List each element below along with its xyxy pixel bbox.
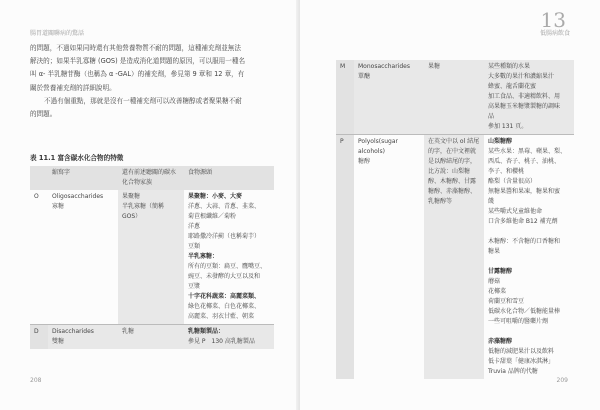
row-code: D xyxy=(30,325,48,350)
row-family: 果聚糖 半乳寡糖（簡稱 GOS） xyxy=(118,190,184,325)
food-source-line: 菊苣根纖維／菊粉 xyxy=(188,213,237,220)
table-title: 表 11.1 富含碳水化合物的特徵 xyxy=(30,154,124,162)
table-row-d xyxy=(30,325,274,350)
row-sources xyxy=(484,135,574,380)
header-sources: 食物源頭 xyxy=(184,166,274,190)
row-name-en: Disaccharides xyxy=(52,328,94,335)
table-header-row xyxy=(30,166,274,190)
food-source-line: 某些水果：黑莓、蘋果、梨、 xyxy=(488,148,567,155)
food-source-line: 荷蘭豆和雪豆 xyxy=(488,298,525,305)
food-source-line: 豌豆、未發酵的大豆以及和 xyxy=(188,273,261,280)
food-source-line xyxy=(488,257,570,267)
paragraph-line: 不過有個重點，那就是沒有一種補充劑可以改善糖醇或者聚果糖不耐 xyxy=(44,96,242,105)
paragraph-line: 叫 α- 半乳糖苷酶（也稱為 α -GAL）的補充劑，參見第 9 章和 12 章，有 xyxy=(30,70,245,79)
row-family: 乳糖 xyxy=(118,325,184,350)
food-source-line: 洋蔥、大蒜、青蔥、韭菜、 xyxy=(188,203,261,210)
row-code: O xyxy=(30,190,48,325)
row-name-zh: 單醣 xyxy=(358,73,371,80)
table-row-m xyxy=(336,60,574,135)
page-number-left: 208 xyxy=(30,377,42,384)
row-name xyxy=(354,135,424,380)
fodmap-table-right xyxy=(336,60,574,379)
food-source-line: 低碳水化合物／低糖能量棒 xyxy=(488,308,561,315)
food-source-line: 果聚糖：小麥、大麥 xyxy=(188,193,243,200)
food-source-line: 一些可咀嚼的醫藥片劑 xyxy=(488,318,549,325)
food-source-line: 甘露糖醇 xyxy=(488,268,513,275)
chapter-number: 13 xyxy=(540,8,566,32)
food-source-line: 酪梨（含量很高） xyxy=(488,178,537,185)
food-source-line xyxy=(488,327,570,337)
food-source-line: 綠色花椰菜、白色花椰菜、 xyxy=(188,303,261,310)
food-source-line: 半乳寡糖： xyxy=(188,253,219,260)
food-source-line: 加工食品、非適精飲料、用 xyxy=(488,93,561,100)
food-source-line: 參見 P 130 高乳糖製品 xyxy=(188,338,255,345)
food-source-line: 花椰菜 xyxy=(488,288,507,295)
table-row-p xyxy=(336,135,574,380)
food-source-line: 大多數的果汁和濃縮果汁 xyxy=(488,73,555,80)
food-source-line: Truvia 品牌的代糖 xyxy=(488,368,538,375)
row-name-en: Monosaccharides xyxy=(358,63,410,70)
food-source-line: 西瓜、杏子、桃子、油桃、 xyxy=(488,158,561,165)
food-source-line: 低卡甜葉「健康冰淇淋」 xyxy=(488,358,555,365)
food-source-line: 豆漿 xyxy=(188,283,201,290)
food-source-line: 高麗菜、羽衣甘藍、朝菜 xyxy=(188,313,255,320)
food-source-line: 十字花科蔬菜：高麗菜類、 xyxy=(188,293,261,300)
food-source-line: 赤藻糖醇 xyxy=(488,338,513,345)
food-source-line: 口含多維他命 B12 補充劑 xyxy=(488,218,558,225)
food-source-line: 耶路撒冷洋薊（也稱菊芋） xyxy=(188,233,261,240)
body-text xyxy=(30,42,268,121)
table-row-o xyxy=(30,190,274,325)
header-family: 還有前述聽關的碳水化合物家族 xyxy=(118,166,184,190)
page-number-right: 209 xyxy=(556,377,568,384)
food-source-line: 糖果 xyxy=(488,248,501,255)
paragraph-line: 解決的；如果半乳寡糖 (GOS) 是造成消化道問題的原因，可以服用一種名 xyxy=(30,57,246,66)
food-source-line: 無糖果醬和果凍，糖果和蜜 xyxy=(488,188,561,195)
food-source-line: 蜂蜜、龍舌蘭花蜜 xyxy=(488,83,537,90)
paragraph-line: 的問題，不過如果同時還有其他營養物質不耐的問題，這種補充劑並無法 xyxy=(30,44,241,52)
food-source-line: 洋蔥 xyxy=(188,223,201,230)
header-abbr: 縮寫字 xyxy=(48,166,118,190)
food-source-line: 餞 xyxy=(488,198,495,205)
row-sources xyxy=(184,325,274,350)
food-source-line: 所有的豆類：扁豆、鷹嘴豆、 xyxy=(188,263,267,270)
paragraph-line: 關於營養補充劑的詳細說明。 xyxy=(30,83,116,92)
running-head-left: 腸胃道關聯病的驚話 xyxy=(30,30,85,37)
paragraph-line: 的問題。 xyxy=(30,110,57,119)
food-source-line: 豆類 xyxy=(188,243,201,250)
row-name-zh: 寡糖 xyxy=(52,203,65,210)
row-sources xyxy=(484,60,574,135)
row-name xyxy=(48,325,118,350)
row-name xyxy=(48,190,118,325)
row-name-zh: 雙糖 xyxy=(52,338,65,345)
food-source-line: 低糖的減肥果汁以及飲料 xyxy=(488,348,555,355)
food-source-line: 山梨糖醇 xyxy=(488,138,513,145)
row-name-en: Polyols(sugar alcohols) xyxy=(358,138,398,155)
row-family: 果糖 xyxy=(424,60,484,135)
row-sources xyxy=(184,190,274,325)
food-source-line: 某些嚼式兒童維他命 xyxy=(488,208,543,215)
food-source-line: 李子、和櫻桃 xyxy=(488,168,525,175)
fodmap-table-left xyxy=(30,166,274,349)
food-source-line: 品 xyxy=(488,113,495,120)
row-code: P xyxy=(336,135,354,380)
running-head-right: 低腸病飲食 xyxy=(539,30,570,37)
food-source-line: 蘑菇 xyxy=(488,278,501,285)
header-blank-cell xyxy=(30,166,48,190)
row-name xyxy=(354,60,424,135)
row-code: M xyxy=(336,60,354,135)
food-source-line: 乳糖類製品： xyxy=(188,328,225,335)
food-source-line: 高果糖玉米糖漿製糖的調味 xyxy=(488,103,561,110)
row-name-en: Oligosaccharides xyxy=(52,193,104,200)
food-source-line: 木糖醇：不含糖的口香糖和 xyxy=(488,238,561,245)
food-source-line xyxy=(488,227,570,237)
food-source-line: 參加 131 頁。 xyxy=(488,123,528,130)
row-name-zh: 糖醇 xyxy=(358,158,371,165)
row-family: 在英文中以 ol 結尾的字，在中文裡就是以醇結尾的字，比方說：山梨糖醇、木糖醇、甘露糖醇、赤藻糖醇、乳糖醇等 xyxy=(424,135,484,380)
food-source-line: 某些種類的水果 xyxy=(488,63,531,70)
